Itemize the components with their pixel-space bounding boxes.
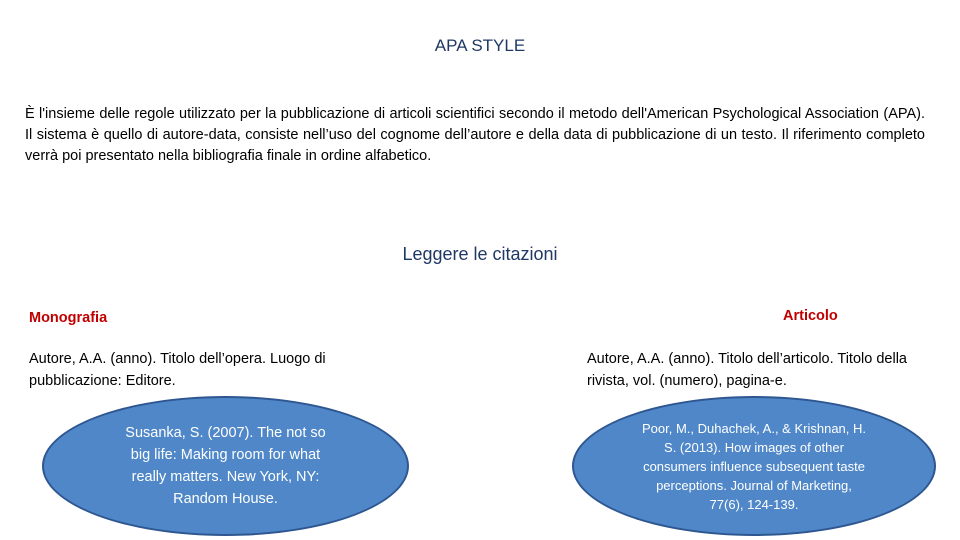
articolo-example-ellipse — [572, 396, 936, 536]
articolo-format-text: Autore, A.A. (anno). Titolo dell’articolo. Titolo della rivista, vol. (numero), pagina-e. — [587, 351, 907, 389]
articolo-heading: Articolo — [783, 308, 838, 324]
section-subtitle: Leggere le citazioni — [402, 244, 558, 264]
page-title: APA STYLE — [434, 36, 526, 55]
articolo-example-text: Poor, M., Duhachek, A., & Krishnan, H. S. (2013). How images of other consumers influence subsequent taste perceptions. Journal of Marketing, 77(6), 124-139. — [642, 420, 866, 512]
intro-paragraph: È l'insieme delle regole utilizzato per la pubblicazione di articoli scientifici secondo il metodo dell'American Psychological Association (APA). Il sistema è quello di autore-data, consiste nell’uso del cognome dell’autore e della data di pubblicazione di un testo. Il riferimento completo verrà poi presentato nella bibliografia finale in ordine alfabetico. — [25, 106, 925, 164]
monografia-example-ellipse — [42, 396, 409, 536]
monografia-example-text: Susanka, S. (2007). The not so big life: Making room for what really matters. New York, NY: Random House. — [125, 425, 326, 507]
monografia-heading: Monografia — [29, 310, 108, 326]
monografia-format-text: Autore, A.A. (anno). Titolo dell’opera. Luogo di pubblicazione: Editore. — [29, 351, 326, 389]
